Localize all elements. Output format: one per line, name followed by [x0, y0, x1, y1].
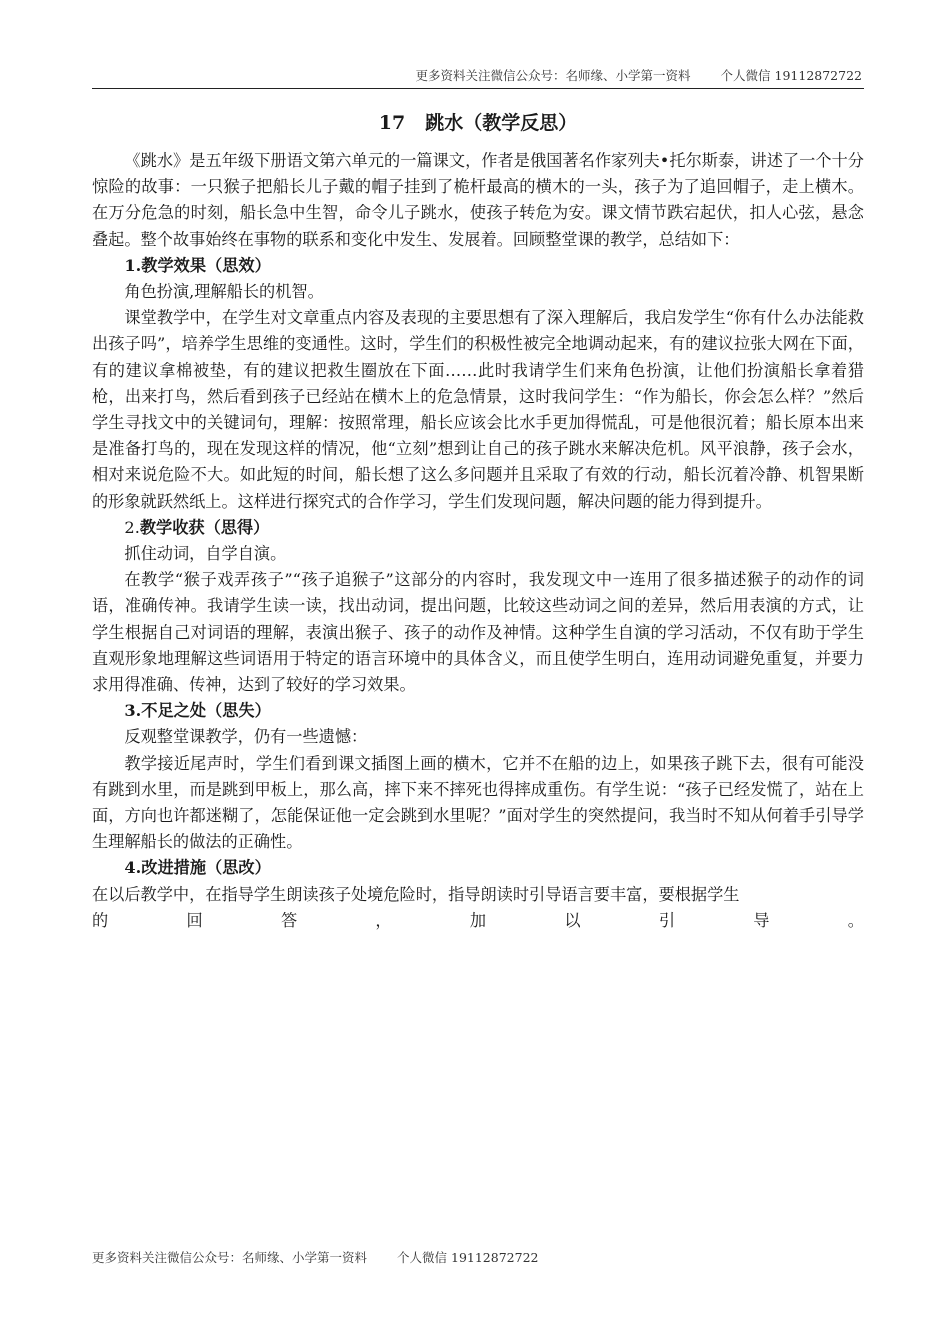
spread-char: ， — [375, 910, 392, 930]
header-divider — [92, 88, 864, 89]
footer-personal-wechat: 个人微信 19112872722 — [397, 1250, 539, 1265]
section-3-heading: 3.不足之处（思失） — [124, 701, 271, 721]
section-4-paragraph-line-1: 在以后教学中，在指导学生朗读孩子处境危险时，指导朗读时引导语言要丰富，要根据学生 — [92, 884, 740, 904]
section-3-paragraph: 教学接近尾声时，学生们看到课文插图上画的横木，它并不在船的边上，如果孩子跳下去，很有可能没有跳到水里，而是跳到甲板上，那么高，摔下来不摔死也得摔成重伤。有学生说：“孩子已经发慌了，站在上面，方向也许都迷糊了，怎能保证他一定会跳到水里呢？”面对学生的突然提问，我当时不知从何着手引导学生理解船长的做法的正确性。 — [92, 753, 864, 852]
lesson-title: 跳水（教学反思） — [425, 112, 578, 134]
spread-char: 。 — [847, 910, 864, 930]
section-2-heading-text: 教学收获（思得） — [139, 517, 270, 537]
intro-paragraph: 《跳水》是五年级下册语文第六单元的一篇课文，作者是俄国著名作家列夫•托尔斯泰，讲述了一个十分惊险的故事：一只猴子把船长儿子戴的帽子挂到了桅杆最高的横木的一头，孩子为了追回帽子，走上横木。在万分危急的时刻，船长急中生智，命令儿子跳水，使孩子转危为安。课文情节跌宕起伏，扣人心弦，悬念叠起。整个故事始终在事物的联系和变化中发生、发展着。回顾整堂课的教学，总结如下： — [92, 151, 864, 249]
section-4-paragraph-line-2 — [92, 908, 864, 934]
document-title — [92, 110, 864, 136]
section-2-lead: 抓住动词，自学自演。 — [124, 544, 287, 564]
section-1-heading: 1.教学效果（思效） — [124, 255, 271, 275]
header-personal-wechat: 个人微信 19112872722 — [720, 68, 862, 83]
section-4-heading: 4.改进措施（思改） — [124, 858, 271, 878]
section-2-heading — [92, 515, 864, 541]
header-wechat-account: 更多资料关注微信公众号：名师缘、小学第一资料 — [415, 68, 691, 83]
page-header — [92, 68, 862, 88]
spread-char: 以 — [564, 910, 581, 930]
page-footer — [92, 1250, 538, 1266]
section-1-paragraph: 课堂教学中，在学生对文章重点内容及表现的主要思想有了深入理解后，我启发学生“你有什么办法能救出孩子吗”，培养学生思维的变通性。这时，学生们的积极性被完全地调动起来，有的建议拉张大网在下面，有的建议拿棉被垫，有的建议把救生圈放在下面……此时我请学生们来角色扮演，让他们扮演船长拿着猎枪，出来打鸟，然后看到孩子已经站在横木上的危急情景，这时我问学生：“作为船长，你会怎么样？”然后学生寻找文中的关键词句，理解：按照常理，船长应该会比水手更加得慌乱，可是他很沉着；船长原本出来是准备打鸟的，现在发现这样的情况，他“立刻”想到让自己的孩子跳水来解决危机。风平浪静，孩子会水，相对来说危险不大。如此短的时间，船长想了这么多问题并且采取了有效的行动，船长沉着冷静、机智果断的形象就跃然纸上。这样进行探究式的合作学习，学生们发现问题，解决问题的能力得到提升。 — [92, 308, 864, 511]
section-2-heading-number: 2. — [124, 517, 140, 537]
spread-char: 回 — [186, 910, 203, 930]
section-2-paragraph: 在教学“猴子戏弄孩子”“孩子追猴子”这部分的内容时，我发现文中一连用了很多描述猴子的动作的词语，准确传神。我请学生读一读，找出动词，提出问题，比较这些动词之间的差异，然后用表演的方式，让学生根据自己对词语的理解，表演出猴子、孩子的动作及神情。这种学生自演的学习活动，不仅有助于学生直观形象地理解这些词语用于特定的语言环境中的具体含义，而且使学生明白，连用动词避免重复，并要力求用得准确、传神，达到了较好的学习效果。 — [92, 570, 864, 695]
spread-char: 答 — [280, 910, 298, 930]
spread-char: 导 — [753, 910, 770, 930]
footer-wechat-account: 更多资料关注微信公众号：名师缘、小学第一资料 — [92, 1250, 368, 1265]
spread-char: 的 — [92, 910, 109, 930]
spread-char: 引 — [658, 910, 675, 930]
document-body — [92, 148, 864, 934]
spread-char: 加 — [469, 910, 487, 930]
section-1-lead: 角色扮演,理解船长的机智。 — [124, 282, 324, 302]
lesson-number: 17 — [378, 112, 406, 134]
section-3-lead: 反观整堂课教学，仍有一些遗憾： — [124, 727, 368, 747]
